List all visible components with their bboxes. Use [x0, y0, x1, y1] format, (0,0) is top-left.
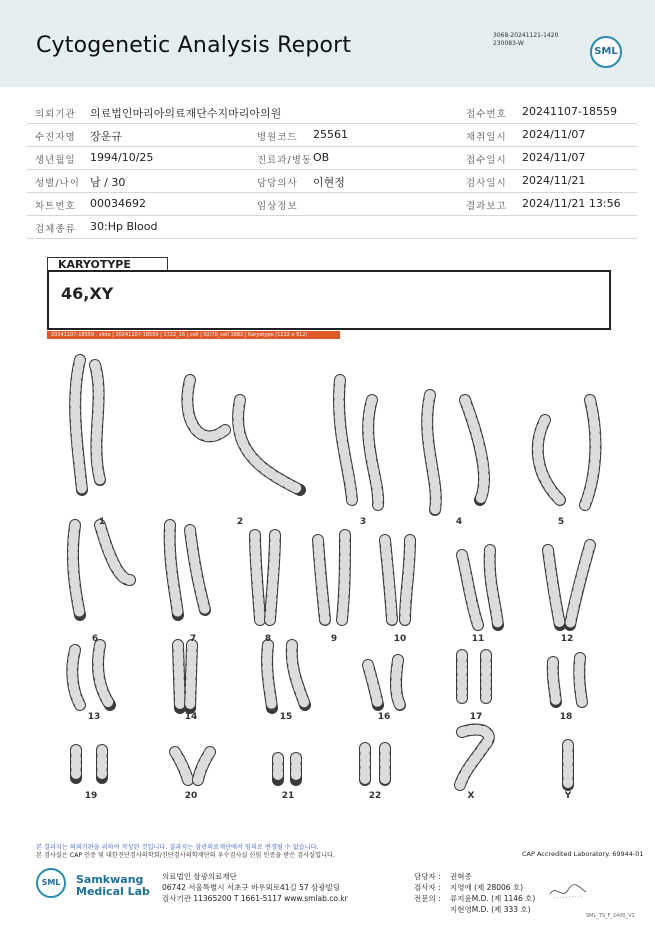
chromosome-band-16-1	[368, 665, 378, 705]
chromosome-band-X-1	[460, 730, 489, 785]
report-date-value: 2024/11/21 13:56	[522, 197, 621, 210]
doc-code-line2: 230083-W	[493, 40, 524, 47]
signature-image	[548, 880, 588, 902]
footer-brand	[76, 874, 150, 898]
chromosome-label: 17	[469, 712, 483, 722]
specimen-value: 30:Hp Blood	[90, 220, 158, 233]
sml-logo	[590, 36, 622, 68]
chart-no-value: 00034692	[90, 197, 146, 210]
chromosome-label: 13	[87, 712, 101, 722]
chromosome-band-14-2	[190, 645, 192, 708]
chromosome-label: 5	[557, 517, 565, 527]
chromosome-label: 6	[91, 634, 99, 644]
chromosome-band-14-1	[178, 645, 180, 708]
sex-age-label: 성별/나이	[35, 178, 80, 189]
chromosome-label: 20	[184, 791, 198, 801]
karyotype-result-box	[47, 270, 611, 330]
chromosome-label: 11	[471, 634, 485, 644]
report-header	[0, 0, 655, 87]
birth-label: 생년월일	[35, 155, 76, 166]
chromosome-label: 2	[236, 517, 244, 527]
patient-value: 장운규	[90, 130, 122, 143]
doctor-label: 담당의사	[257, 178, 298, 189]
chromosome-band-15-1	[267, 645, 272, 708]
chart-no-label: 차트번호	[35, 201, 76, 212]
hospital-code-value: 25561	[313, 128, 348, 141]
chromosome-label: 8	[264, 634, 272, 644]
chromosome-group	[72, 360, 595, 785]
receipt-date-label: 접수일시	[466, 155, 507, 166]
receipt-no-label: 접수번호	[466, 109, 507, 120]
chromosome-label: 1	[98, 517, 106, 527]
institution-value: 의료법인마리아의료재단수지마리아의원	[90, 107, 282, 120]
brand-line2: Medical Lab	[76, 885, 150, 898]
birth-value: 1994/10/25	[90, 151, 154, 164]
logo-text: SML	[594, 46, 618, 57]
institution-label: 의뢰기관	[35, 109, 76, 120]
test-date-label: 검사일시	[466, 178, 507, 189]
chromosome-label: X	[467, 791, 475, 801]
chromosome-band-3-1	[339, 380, 352, 500]
chromosome-band-9-2	[342, 535, 345, 620]
chromosome-band-18-1	[553, 662, 556, 702]
staff-value-2: 지영애 (제 28006 호)	[450, 883, 524, 892]
chromosome-band-18-2	[579, 658, 582, 702]
addr-line1: 의료법인 삼광의료재단	[162, 872, 237, 881]
receipt-no-value: 20241107-18559	[522, 105, 617, 118]
info-row-birth	[27, 147, 637, 170]
report-title: Cytogenetic Analysis Report	[36, 33, 352, 58]
addr-line3: 검사기관 11365200 T 1661-5117 www.smlab.co.kr	[162, 894, 348, 903]
footer-sml-logo	[36, 868, 66, 898]
hospital-code-label: 병원코드	[257, 132, 298, 143]
footer-logo-text: SML	[41, 878, 61, 887]
info-row-patient	[27, 124, 637, 147]
test-date-value: 2024/11/21	[522, 174, 586, 187]
karyotype-tab: KARYOTYPE	[47, 257, 168, 271]
specimen-label: 검체종류	[35, 224, 76, 235]
sex-age-value: 남 / 30	[90, 176, 126, 189]
karyotype-result: 46,XY	[61, 284, 114, 303]
chromosome-label: 7	[189, 634, 197, 644]
chromosome-band-8-1	[255, 535, 260, 620]
staff-value-3: 류지윤M.D. (제 1146 호)	[450, 894, 536, 903]
chromosome-band-16-2	[396, 660, 400, 705]
chromosome-label: 14	[184, 712, 198, 722]
staff-value-4: 지현영M.D. (제 333 호)	[450, 905, 531, 914]
collect-date-label: 채취일시	[466, 132, 507, 143]
chromosome-label: 12	[560, 634, 574, 644]
doc-code-line1: 3068-20241121-1420	[493, 32, 559, 39]
chromosome-label: 15	[279, 712, 293, 722]
staff-label-2: 검사자 :	[414, 883, 441, 892]
staff-label-3: 전문의 :	[414, 894, 441, 903]
karyogram-image	[0, 340, 655, 800]
cap-accreditation: CAP Accredited Laboratory. 69944-01	[522, 850, 644, 858]
document-code	[493, 32, 558, 48]
disclaimer-note: 본 결과지는 의뢰기관을 위하여 작성된 것입니다. 결과지는 삼광의료재단에서 임의로 변경될 수 없습니다.	[36, 844, 319, 851]
chromosome-label: 18	[559, 712, 573, 722]
chromosome-label: 21	[281, 791, 295, 801]
info-row-specimen	[27, 216, 637, 239]
chromosome-band-3-2	[368, 400, 378, 505]
form-code: SML_TS_F_2400_V1	[586, 913, 635, 919]
chromosome-label: 19	[84, 791, 98, 801]
chromosome-label: 3	[359, 517, 367, 527]
karyotype-image-caption: 20241107-18559 . slide | 20241107-18559 | 1722_16 | cell | 02/70_cell 1882 | Karyotype (1232 x 912)	[47, 331, 340, 339]
chromosome-label: 16	[377, 712, 391, 722]
certification-note: 본 검사실은 CAP 인증 및 대한진단검사의학회/진단검사의학재단의 우수검사실 신임 인증을 받은 검사실입니다.	[36, 852, 335, 859]
chromosome-label: 22	[368, 791, 382, 801]
chromosome-band-1-2	[95, 365, 100, 480]
chromosome-band-15-2	[292, 645, 305, 705]
patient-label: 수진자명	[35, 132, 76, 143]
dept-value: OB	[313, 151, 330, 164]
addr-line2: 06742 서울특별시 서초구 바우뫼로41길 57 삼광빌딩	[162, 883, 341, 892]
chromosome-label: 10	[393, 634, 407, 644]
chromosome-label: Y	[564, 791, 572, 801]
dept-label: 진료과/병동	[257, 155, 313, 166]
chromosome-band-8-2	[270, 535, 275, 620]
chromosome-band-10-2	[405, 540, 410, 620]
info-row-sex-age	[27, 170, 637, 193]
chromosome-band-2-2	[238, 400, 300, 490]
report-date-label: 결과보고	[466, 201, 507, 212]
info-row-chart-no	[27, 193, 637, 216]
footer-address	[162, 871, 348, 904]
collect-date-value: 2024/11/07	[522, 128, 586, 141]
chromosome-band-4-1	[427, 395, 436, 510]
chromosome-band-12-1	[548, 550, 560, 625]
chromosome-label: 4	[455, 517, 463, 527]
receipt-date-value: 2024/11/07	[522, 151, 586, 164]
chromosome-label: 9	[330, 634, 338, 644]
doctor-value: 이현정	[313, 176, 345, 189]
brand-line1: Samkwang	[76, 873, 144, 886]
staff-value-1: 권혁종	[450, 872, 472, 881]
info-row-institution	[27, 101, 637, 124]
clinical-label: 임상정보	[257, 201, 298, 212]
staff-label-1: 담당자 :	[414, 872, 441, 881]
